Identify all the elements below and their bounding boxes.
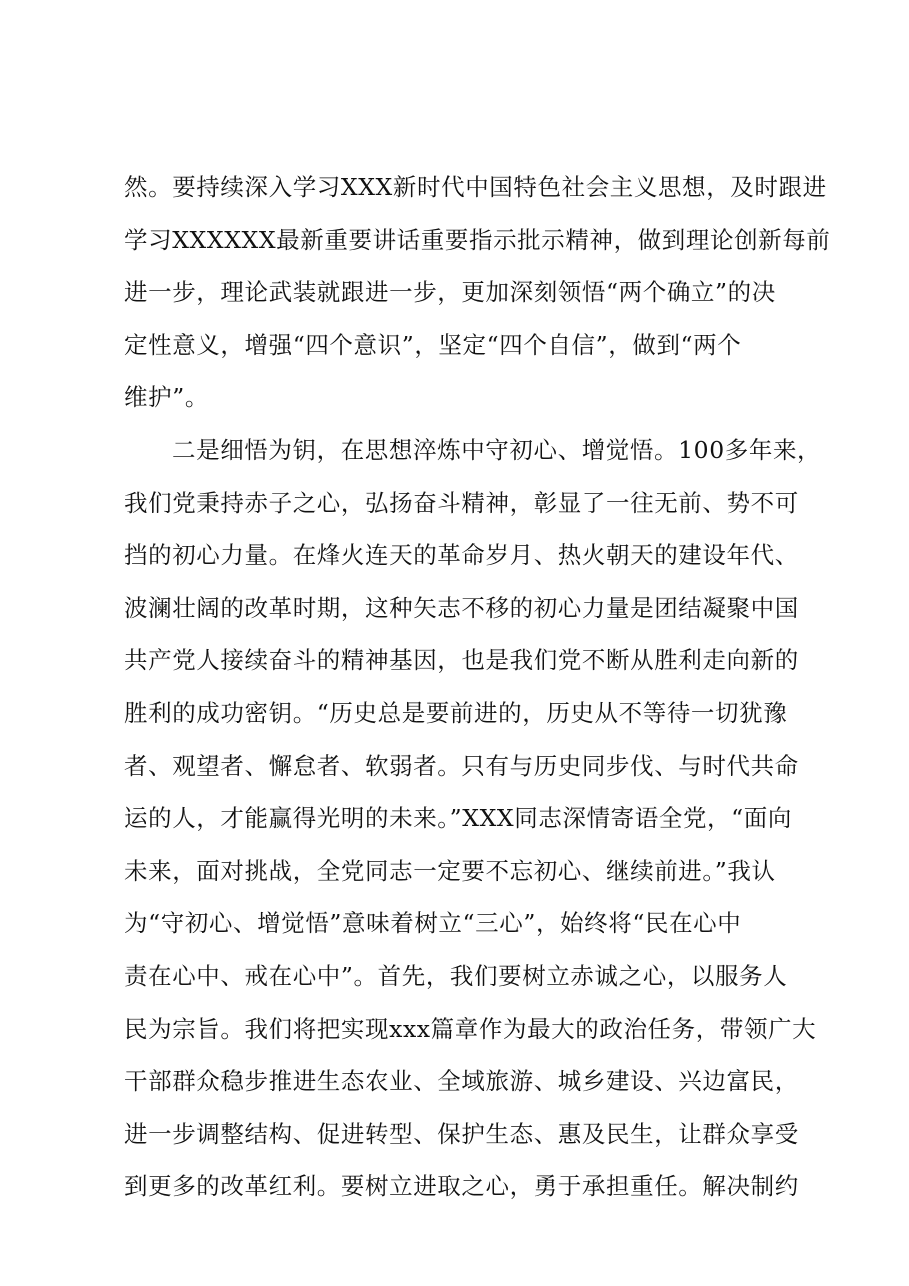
- text-line: 责在心中、戒在心中”。首先，我们要树立赤诚之心，以服务人: [124, 961, 788, 990]
- body-text: [124, 164, 831, 1216]
- paragraph-first-line: 二是细悟为钥，在思想淬炼中守初心、增觉悟。100多年来，: [172, 435, 822, 464]
- text-line: 然。要持续深入学习XXX新时代中国特色社会主义思想，及时跟进: [124, 173, 827, 201]
- text-line: 我们党秉持赤子之心，弘扬奋斗精神，彰显了一往无前、势不可: [124, 488, 799, 517]
- text-line: 为“守初心、增觉悟”意味着树立“三心”，始终将“民在心中: [124, 909, 742, 938]
- text-line: 者、观望者、懈怠者、软弱者。只有与历史同步伐、与时代共命: [124, 751, 799, 780]
- text-line: 波澜壮阔的改革时期，这种矢志不移的初心力量是团结凝聚中国: [124, 593, 799, 622]
- text-line: 运的人，才能赢得光明的未来。”XXX同志深情寄语全党，“面向: [124, 804, 792, 833]
- text-line: 共产党人接续奋斗的精神基因，也是我们党不断从胜利走向新的: [124, 646, 799, 675]
- text-line: 民为宗旨。我们将把实现xxx篇章作为最大的政治任务，带领广大: [124, 1014, 817, 1043]
- text-line: 定性意义，增强“四个意识”，坚定“四个自信”，做到“两个: [124, 330, 742, 359]
- text-line: 未来，面对挑战，全党同志一定要不忘初心、继续前进。”我认: [124, 856, 776, 885]
- text-line: 学习XXXXXX最新重要讲话重要指示批示精神，做到理论创新每前: [124, 225, 831, 254]
- text-line: 胜利的成功密钥。“历史总是要前进的，历史从不等待一切犹豫: [124, 698, 788, 727]
- text-line: 进一步，理论武装就跟进一步，更加深刻领悟“两个确立”的决: [124, 278, 776, 307]
- text-line: 到更多的改革红利。要树立进取之心，勇于承担重任。解决制约: [124, 1172, 799, 1201]
- text-line: 干部群众稳步推进生态农业、全域旅游、城乡建设、兴边富民，: [124, 1067, 799, 1096]
- text-line: 挡的初心力量。在烽火连天的革命岁月、热火朝天的建设年代、: [124, 541, 799, 570]
- text-line: 维护”。: [124, 383, 209, 412]
- text-line: 进一步调整结构、促进转型、保护生态、惠及民生，让群众享受: [124, 1119, 799, 1148]
